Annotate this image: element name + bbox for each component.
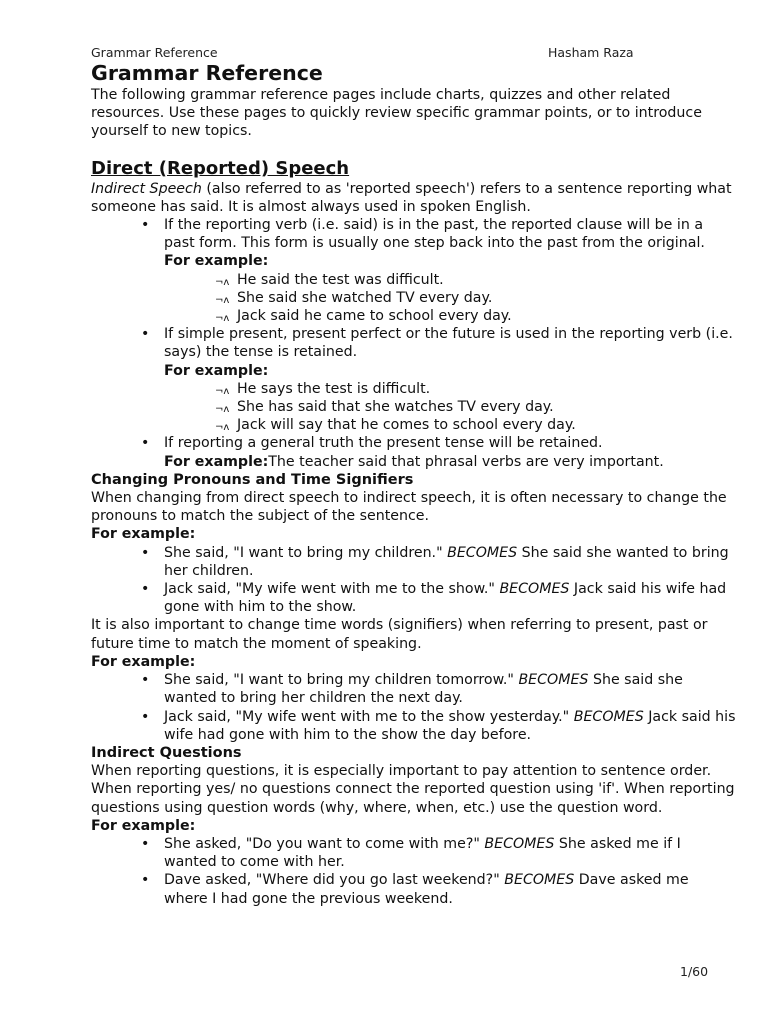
rule-text: If reporting a general truth the present tense will be retained. — [164, 435, 603, 452]
example-indirect: She asked me if I wanted to come with her. — [164, 835, 681, 871]
example-text: Jack said he came to school every day. — [237, 308, 512, 325]
list-item — [91, 325, 736, 361]
example-indirect: She said she wanted to bring her children. — [164, 544, 729, 579]
bullet-icon: • — [141, 672, 150, 689]
section-heading-direct-speech: Direct (Reported) Speech — [91, 157, 350, 179]
example-list — [91, 835, 736, 908]
example-direct: Jack said, "My wife went with me to the show." — [164, 581, 500, 598]
example-direct: Jack said, "My wife went with me to the show yesterday." — [164, 708, 574, 725]
example-text: She has said that she watches TV every day. — [237, 399, 554, 416]
list-item — [91, 671, 736, 707]
becomes-keyword: BECOMES — [484, 835, 555, 852]
example-indirect: Jack said his wife had gone with him to the show. — [164, 581, 727, 616]
list-item — [91, 871, 736, 907]
list-item — [91, 708, 736, 744]
list-item — [91, 289, 736, 307]
example-indirect: Dave asked me where I had gone the previous weekend. — [164, 872, 689, 907]
example-text: He says the test is difficult. — [237, 380, 431, 397]
becomes-keyword: BECOMES — [504, 872, 575, 889]
list-item — [91, 580, 736, 616]
document-body — [91, 61, 736, 908]
example-text: He said the test was difficult. — [237, 271, 444, 288]
rules-list — [91, 434, 736, 452]
pronouns-paragraph: When changing from direct speech to indirect speech, it is often necessary to change the pronouns to match the subject of the sentence. — [91, 490, 727, 525]
arrow-icon: ¬ᴧ — [215, 276, 230, 288]
example-label: For example: — [164, 253, 269, 270]
time-words-paragraph: It is also important to change time words (signifiers) when referring to present, past or future time to match the moment of speaking. — [91, 617, 708, 652]
bullet-icon: • — [141, 872, 150, 889]
example-label: For example: — [164, 453, 269, 470]
section-heading-indirect-questions: Indirect Questions — [91, 744, 242, 761]
list-item — [91, 835, 736, 871]
example-text: The teacher said that phrasal verbs are very important. — [268, 453, 664, 470]
example-label: For example: — [164, 362, 269, 379]
page-number: 1/60 — [680, 964, 709, 979]
arrow-icon: ¬ᴧ — [215, 313, 230, 325]
example-direct: She said, "I want to bring my children." — [164, 544, 448, 561]
rule-text: If simple present, present perfect or the future is used in the reporting verb (i.e. says) the tense is retained. — [164, 326, 733, 361]
list-item — [91, 398, 736, 416]
rule-text: If the reporting verb (i.e. said) is in the past, the reported clause will be in a past form. This form is usually one step back into the past from the original. — [164, 217, 705, 252]
example-direct: She asked, "Do you want to come with me?" — [164, 835, 485, 852]
inline-example — [91, 453, 736, 471]
list-item — [91, 544, 736, 580]
running-header-title: Grammar Reference — [91, 45, 218, 60]
example-direct: She said, "I want to bring my children tomorrow." — [164, 672, 519, 689]
list-item — [91, 416, 736, 434]
list-item — [91, 216, 736, 252]
example-indirect: She said she wanted to bring her children the next day. — [164, 672, 683, 707]
example-list — [91, 380, 736, 435]
example-list — [91, 544, 736, 617]
arrow-icon: ¬ᴧ — [215, 294, 230, 306]
arrow-icon: ¬ᴧ — [215, 422, 230, 434]
bullet-icon: • — [141, 326, 150, 343]
running-header-author: Hasham Raza — [548, 45, 634, 60]
bullet-icon: • — [141, 544, 150, 561]
rules-list — [91, 325, 736, 361]
example-indirect: Jack said his wife had gone with him to the show the day before. — [164, 708, 736, 743]
bullet-icon: • — [141, 708, 150, 725]
list-item — [91, 271, 736, 289]
rules-list — [91, 216, 736, 252]
arrow-icon: ¬ᴧ — [215, 404, 230, 416]
intro-paragraph: The following grammar reference pages include charts, quizzes and other related resources. Use these pages to quickly review specific grammar points, or to introduce yourself to new topics. — [91, 87, 702, 140]
example-list — [91, 671, 736, 744]
list-item — [91, 434, 736, 452]
section1-intro — [91, 180, 736, 216]
indirect-speech-term: Indirect Speech — [91, 180, 202, 197]
bullet-icon: • — [141, 217, 150, 234]
example-label: For example: — [91, 653, 196, 670]
example-list — [91, 271, 736, 326]
questions-paragraph: When reporting questions, it is especially important to pay attention to sentence order. When reporting yes/ no questions connect the reported question using 'if'. When reporting questions using question words (why, where, when, etc.) use the question word. — [91, 763, 735, 816]
list-item — [91, 380, 736, 398]
example-label: For example: — [91, 526, 196, 543]
example-label: For example: — [91, 817, 196, 834]
example-direct: Dave asked, "Where did you go last weekend?" — [164, 872, 505, 889]
bullet-icon: • — [141, 435, 150, 452]
becomes-keyword: BECOMES — [573, 708, 644, 725]
becomes-keyword: BECOMES — [447, 544, 518, 561]
bullet-icon: • — [141, 581, 150, 598]
example-text: Jack will say that he comes to school every day. — [237, 417, 576, 434]
list-item — [91, 307, 736, 325]
becomes-keyword: BECOMES — [518, 672, 589, 689]
becomes-keyword: BECOMES — [499, 581, 570, 598]
section-heading-pronouns: Changing Pronouns and Time Signifiers — [91, 471, 414, 488]
example-text: She said she watched TV every day. — [237, 289, 493, 306]
bullet-icon: • — [141, 835, 150, 852]
arrow-icon: ¬ᴧ — [215, 385, 230, 397]
page-title: Grammar Reference — [91, 61, 323, 85]
section1-intro-text: (also referred to as 'reported speech') refers to a sentence reporting what someone has said. It is almost always used in spoken English. — [91, 180, 732, 215]
